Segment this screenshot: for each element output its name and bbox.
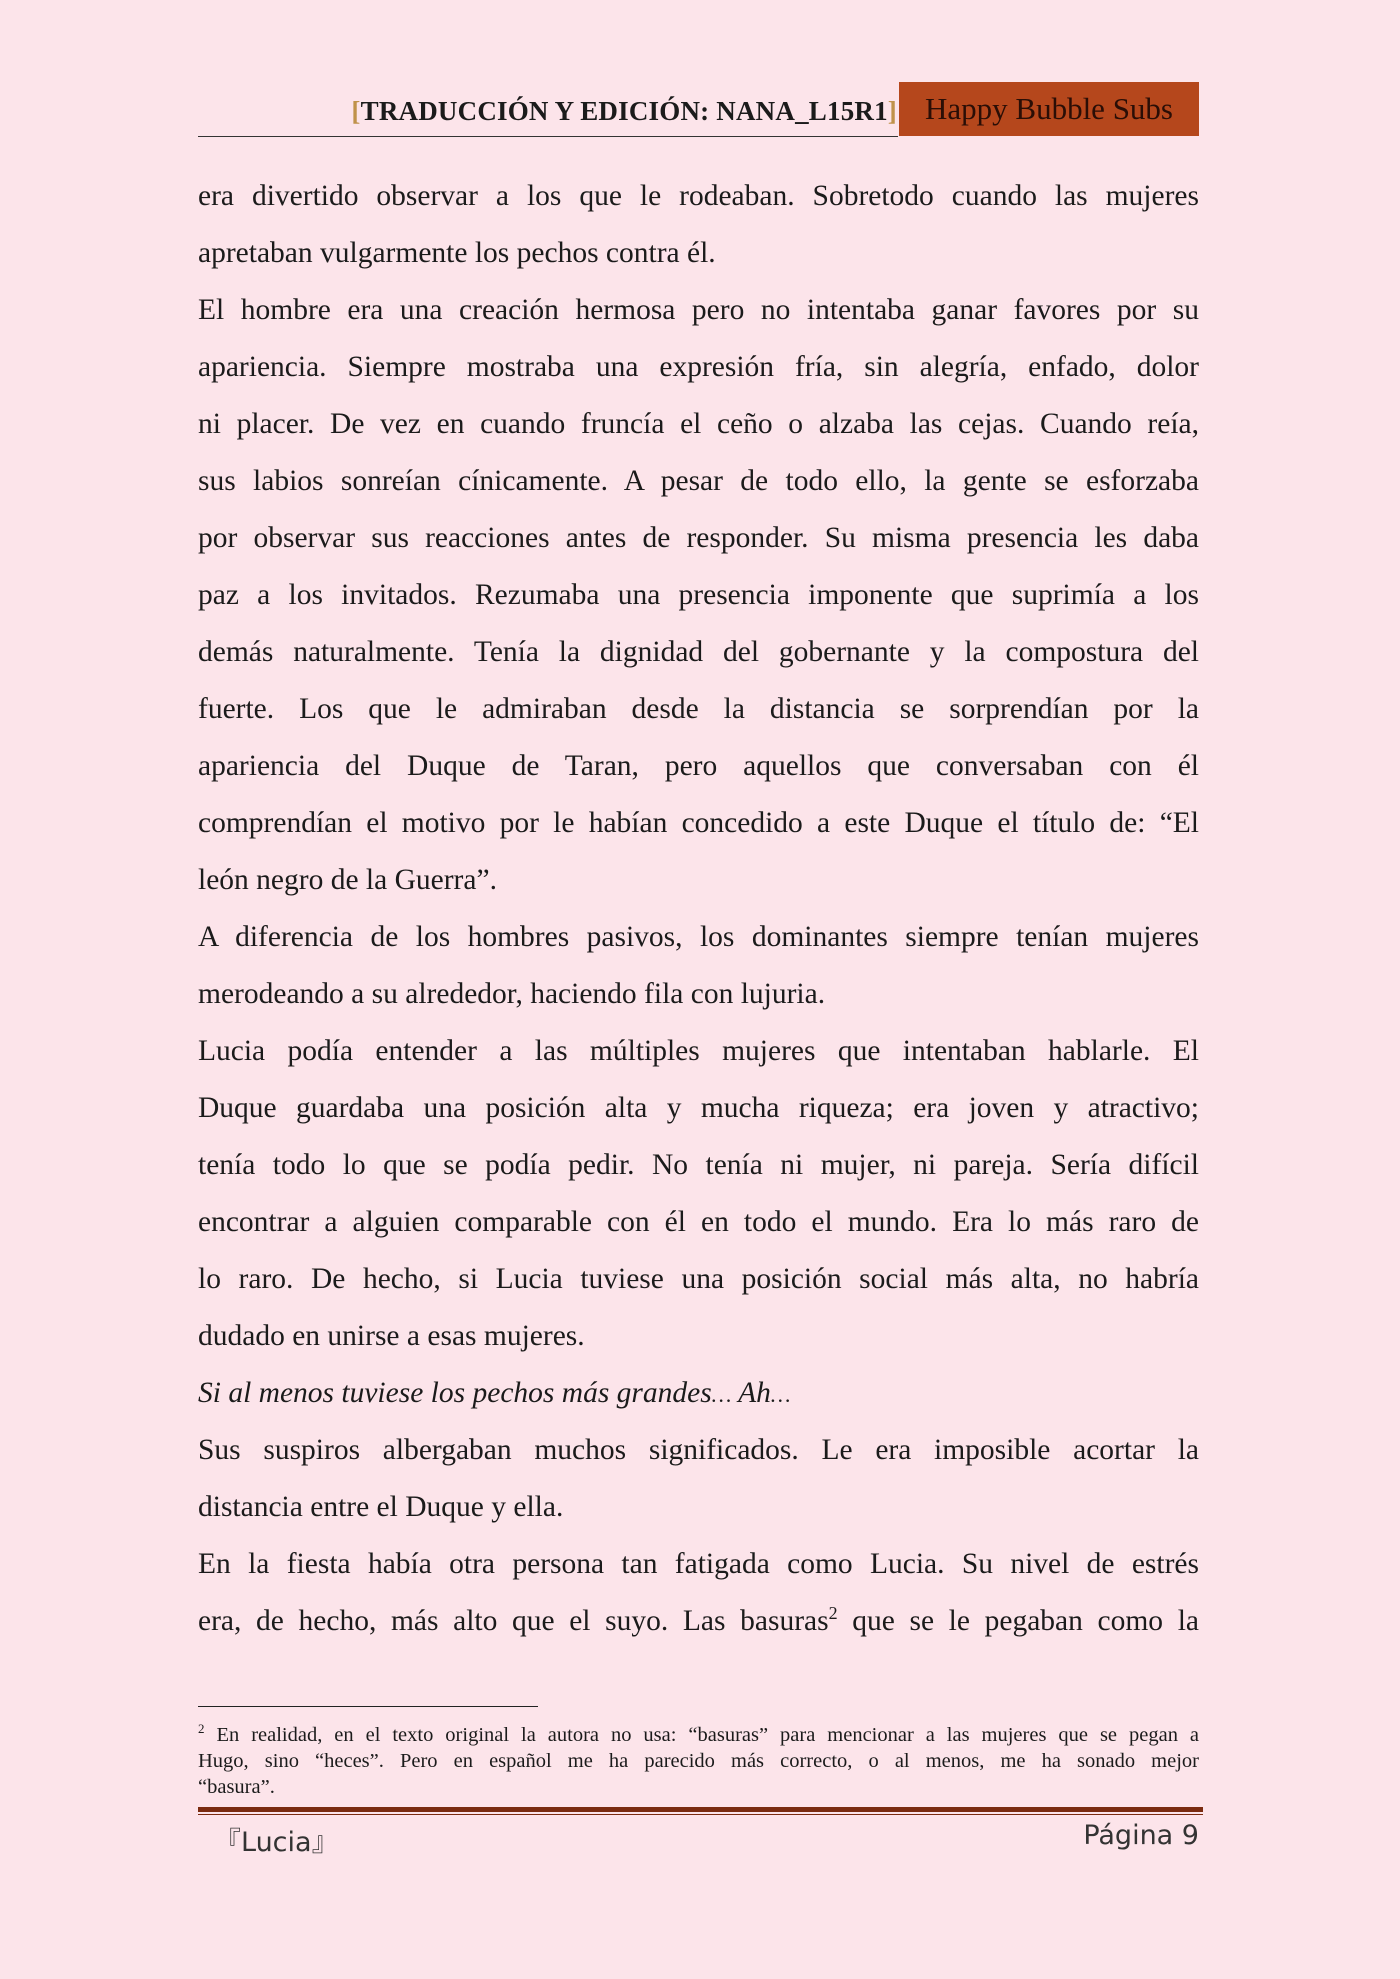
- body-line: distancia entre el Duque y ella.: [198, 1491, 564, 1523]
- ellipsis: …: [711, 1382, 732, 1407]
- page-header: [198, 82, 1199, 138]
- footnote-line: [198, 1722, 1199, 1748]
- footer-divider-thin: [198, 1814, 1203, 1815]
- body-line: sus labios sonreían cínicamente. A pesar de todo ello, la gente se esforzaba: [198, 465, 1199, 497]
- body-line: Sus suspiros albergaban muchos significados. Le era imposible acortar la: [198, 1434, 1199, 1466]
- body-line: lo raro. De hecho, si Lucia tuviese una posición social más alta, no habría: [198, 1263, 1199, 1295]
- body-line: En la fiesta había otra persona tan fatigada como Lucia. Su nivel de estrés: [198, 1548, 1199, 1580]
- group-name-banner: Happy Bubble Subs: [899, 82, 1199, 136]
- body-line: Duque guardaba una posición alta y mucha riqueza; era joven y atractivo;: [198, 1092, 1199, 1124]
- footnote-line: “basura”.: [198, 1776, 275, 1798]
- body-line: demás naturalmente. Tenía la dignidad del gobernante y la compostura del: [198, 636, 1199, 668]
- page-number: Página 9: [1083, 1820, 1199, 1851]
- bracket-open: [: [351, 96, 361, 126]
- footnote-divider: [198, 1706, 538, 1707]
- body-line: apariencia. Siempre mostraba una expresión fría, sin alegría, enfado, dolor: [198, 351, 1199, 383]
- body-line: Lucia podía entender a las múltiples mujeres que intentaban hablarle. El: [198, 1035, 1199, 1067]
- bracket-close: ]: [887, 96, 897, 126]
- body-line: era divertido observar a los que le rodeaban. Sobretodo cuando las mujeres: [198, 180, 1199, 212]
- footnote: [198, 1722, 1199, 1800]
- footnote-number: 2: [198, 1722, 205, 1737]
- body-line: dudado en unirse a esas mujeres.: [198, 1320, 585, 1352]
- translation-credit: [351, 96, 897, 127]
- body-line: apariencia del Duque de Taran, pero aquellos que conversaban con él: [198, 750, 1199, 782]
- body-line-part: era, de hecho, más alto que el suyo. Las basuras: [198, 1605, 829, 1637]
- footnote-line: Hugo, sino “heces”. Pero en español me ha parecido más correcto, o al menos, me ha sonado mejor: [198, 1750, 1199, 1772]
- body-line-with-footnote-ref: [198, 1593, 1199, 1650]
- body-line: comprendían el motivo por le habían concedido a este Duque el título de: “El: [198, 807, 1199, 839]
- body-line: A diferencia de los hombres pasivos, los dominantes siempre tenían mujeres: [198, 921, 1199, 953]
- ellipsis: …: [770, 1382, 791, 1407]
- body-line: tenía todo lo que se podía pedir. No tenía ni mujer, ni pareja. Sería difícil: [198, 1149, 1199, 1181]
- body-line: merodeando a su alrededor, haciendo fila con lujuria.: [198, 978, 826, 1010]
- italic-thought-ah: Ah: [731, 1377, 771, 1409]
- body-line: por observar sus reacciones antes de responder. Su misma presencia les daba: [198, 522, 1199, 554]
- footer-divider-thick: [198, 1807, 1203, 1812]
- body-line: paz a los invitados. Rezumaba una presencia imponente que suprimía a los: [198, 579, 1199, 611]
- body-line: león negro de la Guerra”.: [198, 864, 497, 896]
- header-divider: [198, 136, 898, 137]
- body-line: apretaban vulgarmente los pechos contra él.: [198, 237, 716, 269]
- body-line: ni placer. De vez en cuando fruncía el ceño o alzaba las cejas. Cuando reía,: [198, 408, 1199, 440]
- credit-text: TRADUCCIÓN Y EDICIÓN: NANA_L15R1: [360, 96, 888, 126]
- body-line: encontrar a alguien comparable con él en todo el mundo. Era lo más raro de: [198, 1206, 1199, 1238]
- book-title: 『Lucia』: [214, 1827, 339, 1858]
- body-text: [198, 168, 1199, 1650]
- footnote-reference[interactable]: 2: [828, 1603, 838, 1624]
- footnote-text: En realidad, en el texto original la autora no usa: “basuras” para mencionar a las mujeres que se pegan a: [204, 1724, 1199, 1746]
- body-line: El hombre era una creación hermosa pero no intentaba ganar favores por su: [198, 294, 1199, 326]
- body-line-part: que se le pegaban como la: [837, 1605, 1199, 1637]
- italic-thought-line: [198, 1365, 1199, 1422]
- italic-thought-text: Si al menos tuviese los pechos más grandes: [198, 1377, 712, 1409]
- body-line: fuerte. Los que le admiraban desde la distancia se sorprendían por la: [198, 693, 1199, 725]
